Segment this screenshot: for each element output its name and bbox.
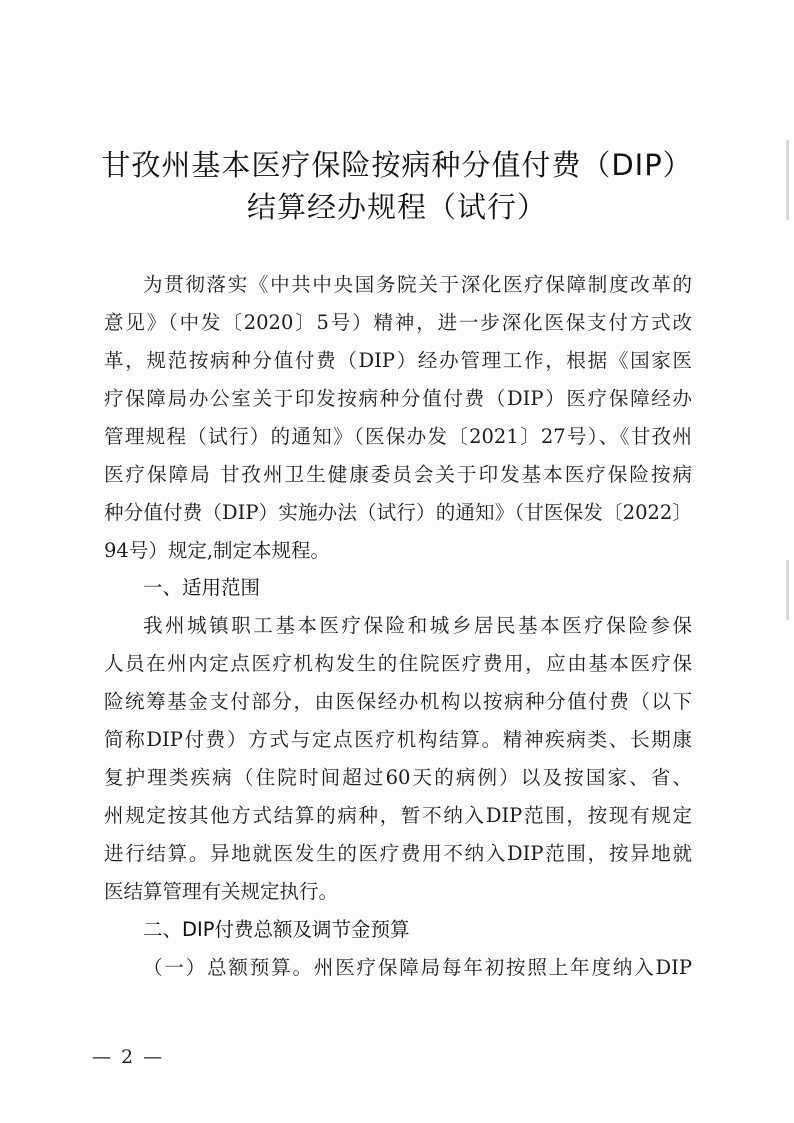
section-heading-2: 二、DIP付费总额及调节金预算: [143, 918, 410, 941]
document-title-line-1: 甘孜州基本医疗保险按病种分值付费（DIP）: [101, 148, 693, 182]
body-line: 疗保障局办公室关于印发按病种分值付费（DIP）医疗保障经办: [104, 387, 692, 410]
body-line: 革，规范按病种分值付费（DIP）经办管理工作，根据《国家医: [104, 349, 692, 372]
section1-line: 我州城镇职工基本医疗保险和城乡居民基本医疗保险参保: [143, 614, 692, 637]
section1-line: 复护理类疾病（住院时间超过60天的病例）以及按国家、省、: [104, 766, 692, 789]
document-title-line-2: 结算经办规程（试行）: [246, 190, 547, 224]
body-line: 种分值付费（DIP）实施办法（试行）的通知》（甘医保发〔2022〕: [104, 501, 692, 524]
body-line: 管理规程（试行）的通知》（医保办发〔2021〕27号）、《甘孜州: [104, 425, 692, 448]
section1-line: 进行结算。异地就医发生的医疗费用不纳入DIP范围，按异地就: [104, 842, 692, 865]
section1-line: 险统筹基金支付部分，由医保经办机构以按病种分值付费（以下: [104, 690, 692, 713]
section1-line: 简称DIP付费）方式与定点医疗机构结算。精神疾病类、长期康: [104, 728, 692, 751]
body-line: 医疗保障局 甘孜州卫生健康委员会关于印发基本医疗保险按病: [104, 463, 692, 486]
section1-line: 州规定按其他方式结算的病种，暂不纳入DIP范围，按现有规定: [104, 804, 692, 827]
page-number: — 2 —: [92, 1046, 165, 1068]
section1-line: 人员在州内定点医疗机构发生的住院医疗费用，应由基本医疗保: [104, 652, 692, 675]
section-heading-1: 一、适用范围: [143, 576, 261, 599]
body-line: 为贯彻落实《中共中央国务院关于深化医疗保障制度改革的: [143, 273, 692, 296]
section1-line: 医结算管理有关规定执行。: [104, 880, 339, 903]
body-line: 意见》（中发〔2020〕5号）精神，进一步深化医保支付方式改: [104, 311, 692, 334]
body-line: 94号）规定,制定本规程。: [104, 539, 331, 562]
scan-edge-mark: [786, 560, 789, 620]
section2-line: （一）总额预算。州医疗保障局每年初按照上年度纳入DIP: [143, 956, 692, 979]
